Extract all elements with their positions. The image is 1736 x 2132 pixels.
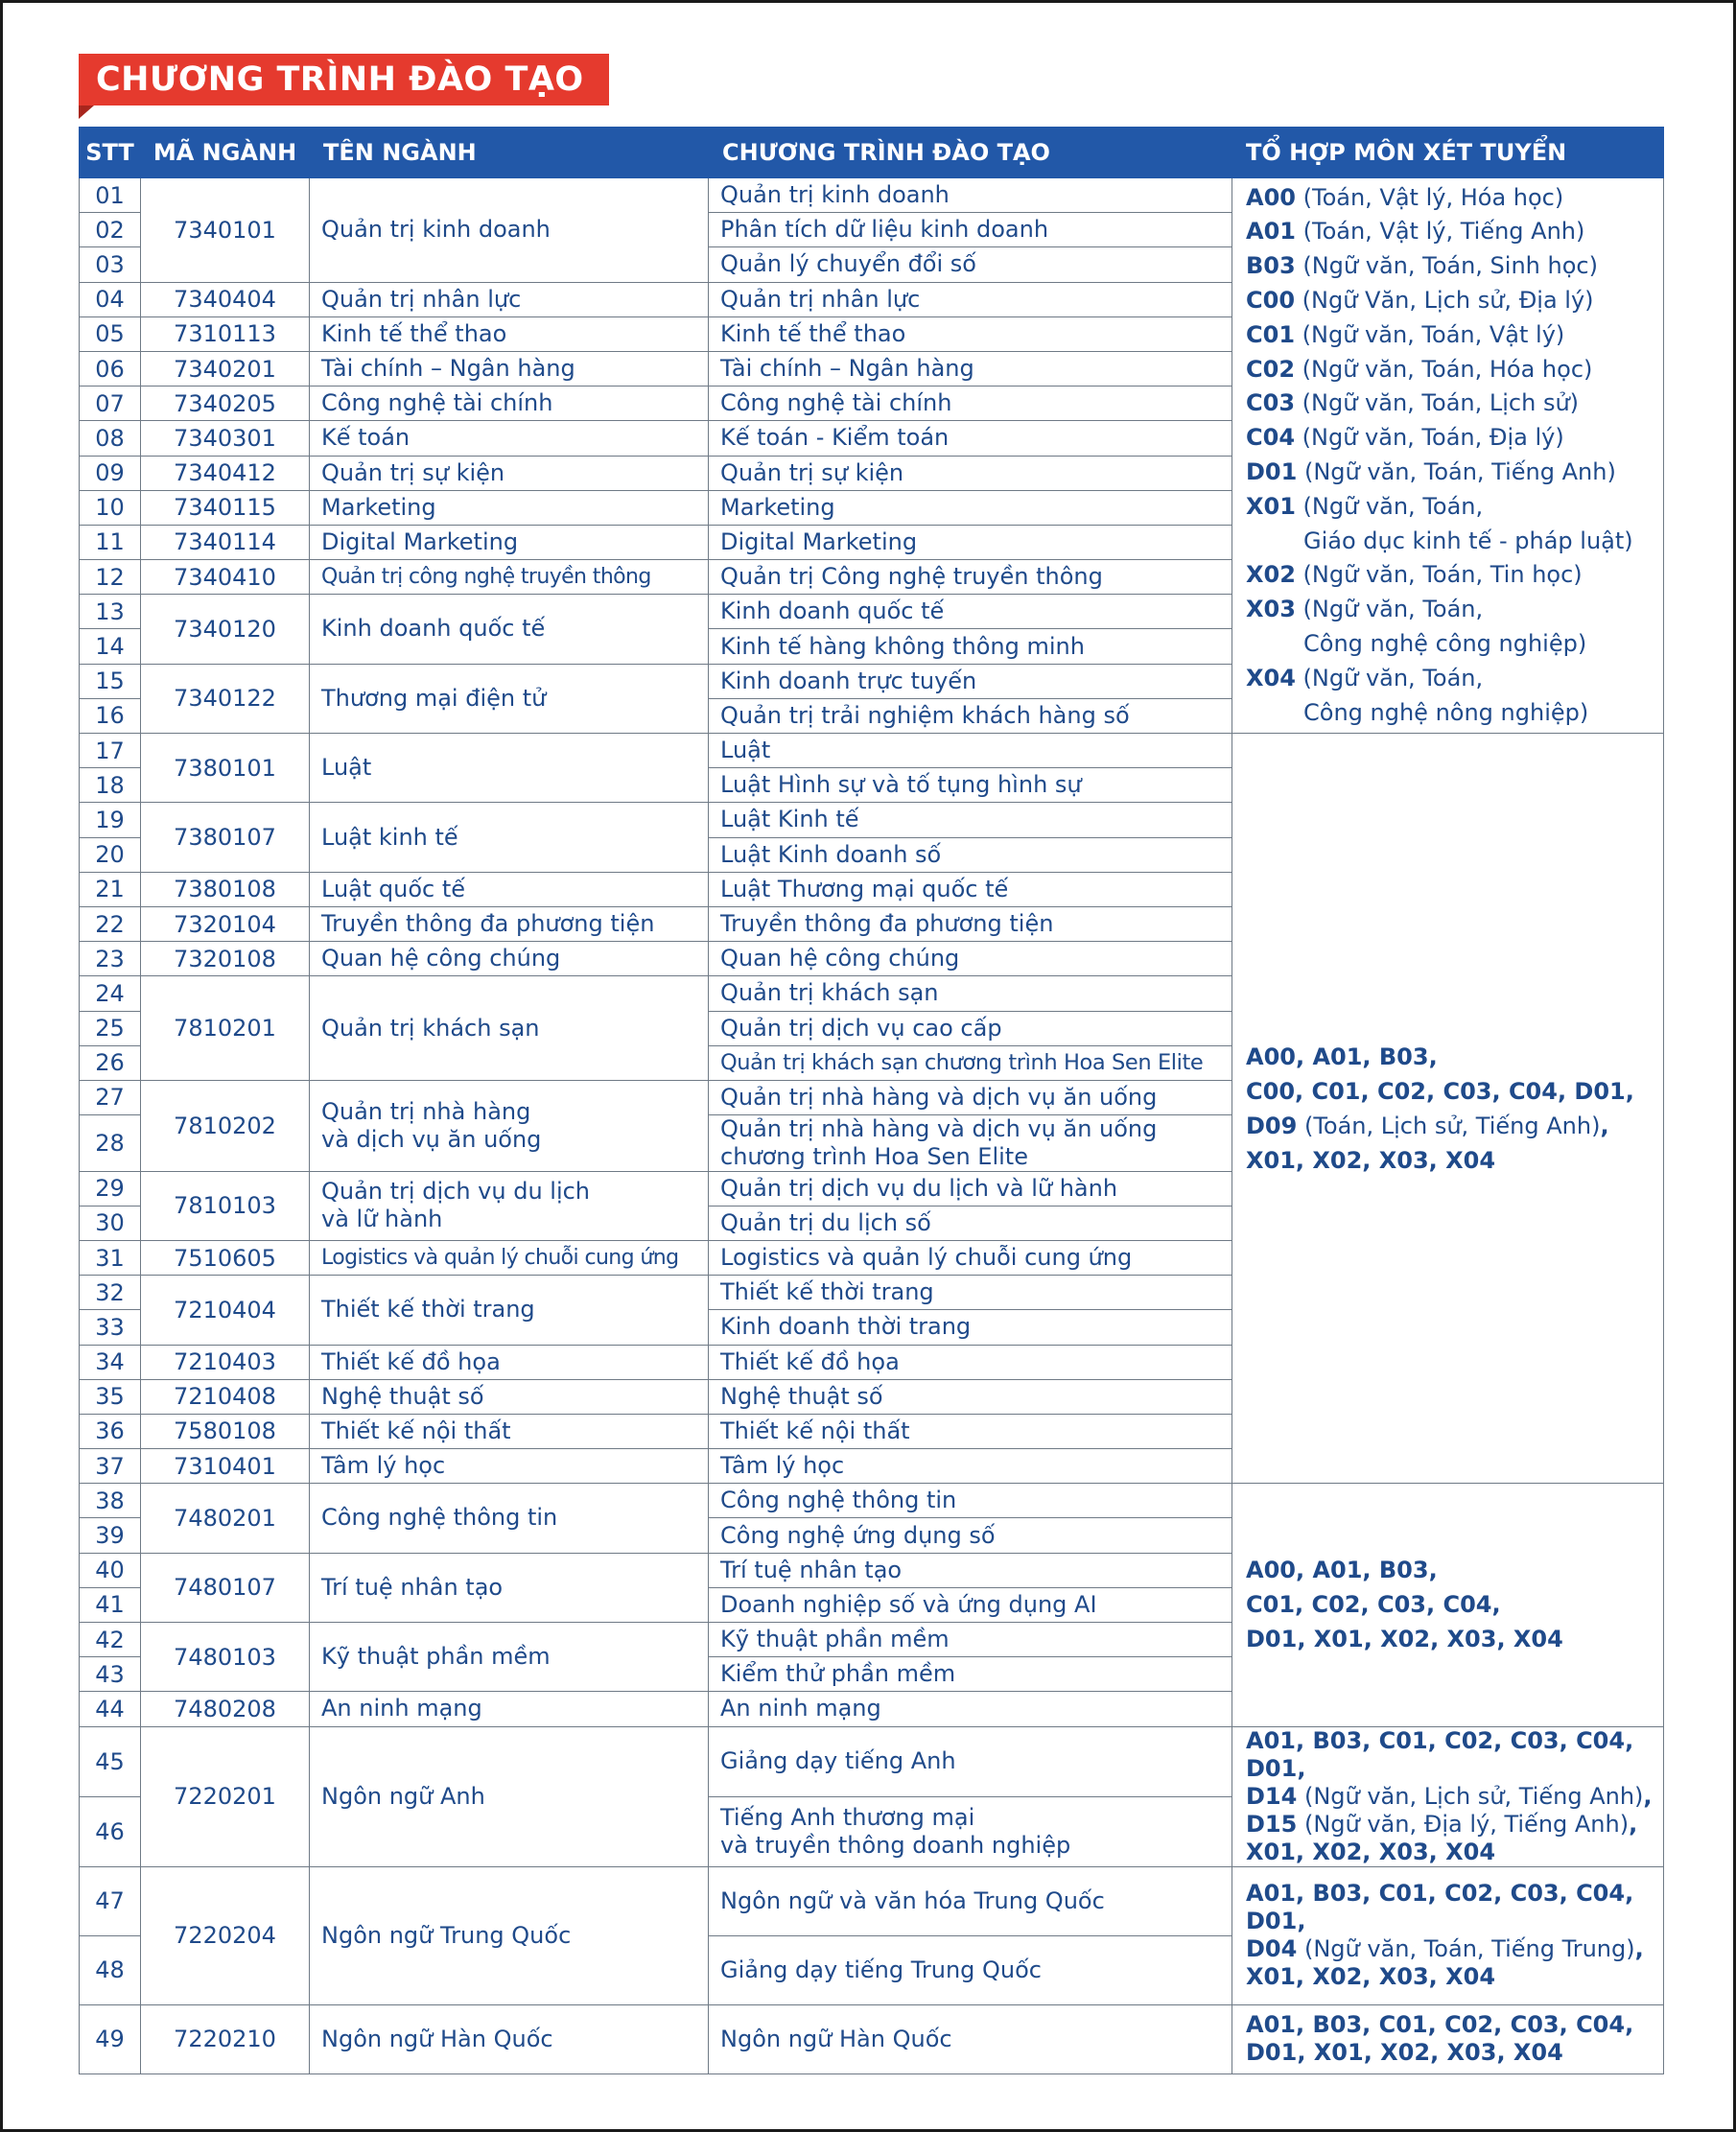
major-code: 7340301	[141, 421, 310, 456]
subject-desc: (Ngữ văn, Địa lý, Tiếng Anh)	[1297, 1810, 1630, 1838]
major-code: 7340201	[141, 351, 310, 386]
stt-cell: 19	[80, 803, 141, 837]
major-name: Quản trị sự kiện	[310, 456, 709, 490]
table-row	[80, 1484, 1664, 1518]
subject-sep: ,	[1600, 1112, 1609, 1139]
major-code: 7480103	[141, 1623, 310, 1692]
major-name: Kinh tế thể thao	[310, 316, 709, 351]
program-name: Marketing	[709, 490, 1232, 525]
program-name: Quản trị nhà hàng và dịch vụ ăn uống	[709, 1080, 1232, 1114]
subject-code: C04	[1246, 424, 1296, 452]
subject-sep: ,	[1629, 1810, 1638, 1838]
program-name: Quản trị khách sạn	[709, 976, 1232, 1011]
major-code: 7220210	[141, 2004, 310, 2073]
subject-desc: (Ngữ văn, Toán, Lịch sử)	[1302, 389, 1580, 417]
subject-line: A01, B03, C01, C02, C03, C04, D01,	[1246, 1726, 1634, 1782]
stt-cell: 04	[80, 282, 141, 316]
subject-desc: (Ngữ văn, Toán, Tiếng Trung)	[1297, 1935, 1635, 1963]
stt-cell: 03	[80, 247, 141, 282]
program-name: Kinh doanh thời trang	[709, 1310, 1232, 1345]
major-name: Ngôn ngữ Hàn Quốc	[310, 2004, 709, 2073]
subject-group-line	[1246, 490, 1655, 525]
major-name: Nghệ thuật số	[310, 1379, 709, 1414]
subject-group-line	[1246, 249, 1655, 284]
major-code: 7380108	[141, 872, 310, 906]
program-name: Quản trị nhân lực	[709, 282, 1232, 316]
program-name: Kinh tế thể thao	[709, 316, 1232, 351]
subject-desc: (Ngữ Văn, Lịch sử, Địa lý)	[1302, 287, 1594, 315]
program-name: Công nghệ tài chính	[709, 387, 1232, 421]
stt-cell: 41	[80, 1587, 141, 1622]
subject-line: A01, B03, C01, C02, C03, C04,	[1246, 2011, 1634, 2039]
subject-desc: (Ngữ văn, Toán, Vật lý)	[1302, 320, 1565, 348]
major-code: 7210408	[141, 1379, 310, 1414]
subject-desc: (Ngữ văn, Toán, Hóa học)	[1302, 355, 1593, 383]
major-name: Quản trị công nghệ truyền thông	[310, 560, 709, 595]
stt-cell: 46	[80, 1796, 141, 1866]
stt-cell: 39	[80, 1518, 141, 1553]
subject-code: D15	[1246, 1810, 1298, 1838]
major-code: 7310401	[141, 1449, 310, 1484]
stt-cell: 13	[80, 595, 141, 629]
stt-cell: 11	[80, 525, 141, 559]
subject-desc: (Ngữ văn, Toán, Địa lý)	[1302, 424, 1564, 452]
subject-code: X03	[1246, 596, 1296, 623]
program-name: Kỹ thuật phần mềm	[709, 1623, 1232, 1657]
stt-cell: 36	[80, 1414, 141, 1448]
major-code: 7220204	[141, 1866, 310, 2004]
subject-desc: (Toán, Vật lý, Hóa học)	[1302, 183, 1564, 211]
major-code: 7340120	[141, 595, 310, 664]
program-name: Quản trị khách sạn chương trình Hoa Sen Elite	[709, 1045, 1232, 1080]
stt-cell: 30	[80, 1206, 141, 1240]
major-name: Công nghệ tài chính	[310, 387, 709, 421]
page-title: CHƯƠNG TRÌNH ĐÀO TẠO	[79, 54, 609, 105]
major-code: 7580108	[141, 1414, 310, 1448]
subject-desc: (Toán, Vật lý, Tiếng Anh)	[1302, 218, 1585, 246]
program-name-line: Tiếng Anh thương mại	[720, 1803, 975, 1831]
stt-cell: 31	[80, 1240, 141, 1275]
subject-line: A00, A01, B03,	[1246, 1043, 1438, 1070]
subject-groups-cell	[1232, 2004, 1664, 2073]
major-name: Kinh doanh quốc tế	[310, 595, 709, 664]
major-code: 7320108	[141, 942, 310, 976]
program-name: Quản trị kinh doanh	[709, 178, 1232, 213]
subject-code: D09	[1246, 1112, 1298, 1139]
subject-group-line	[1246, 558, 1655, 593]
subject-line: D01, X01, X02, X03, X04	[1246, 2039, 1563, 2067]
subject-desc: (Ngữ văn, Toán, Tiếng Anh)	[1303, 458, 1616, 485]
major-name: Trí tuệ nhân tạo	[310, 1553, 709, 1622]
subject-desc: (Ngữ văn, Toán,	[1302, 596, 1484, 623]
major-name: Logistics và quản lý chuỗi cung ứng	[310, 1240, 709, 1275]
program-name: Luật Thương mại quốc tế	[709, 872, 1232, 906]
subject-groups-cell	[1232, 1726, 1664, 1866]
program-name: Công nghệ ứng dụng số	[709, 1518, 1232, 1553]
major-code: 7220201	[141, 1726, 310, 1866]
subject-group-line	[1246, 318, 1655, 353]
subject-code: C01	[1246, 320, 1296, 348]
stt-cell: 32	[80, 1276, 141, 1310]
program-name: Kế toán - Kiểm toán	[709, 421, 1232, 456]
stt-cell: 05	[80, 316, 141, 351]
header-code: MÃ NGÀNH	[141, 128, 310, 178]
subject-line: D01, X01, X02, X03, X04	[1246, 1626, 1563, 1653]
program-name: Quản trị dịch vụ cao cấp	[709, 1011, 1232, 1045]
program-name: Quản trị dịch vụ du lịch và lữ hành	[709, 1171, 1232, 1206]
program-name: Quan hệ công chúng	[709, 942, 1232, 976]
major-code: 7340122	[141, 664, 310, 733]
subject-group-line	[1246, 284, 1655, 318]
stt-cell: 07	[80, 387, 141, 421]
stt-cell: 17	[80, 734, 141, 768]
subject-code: A00	[1246, 183, 1296, 211]
major-code: 7810103	[141, 1171, 310, 1240]
subject-groups-cell	[1232, 1866, 1664, 2004]
subject-group-line	[1246, 421, 1655, 456]
program-name: Giảng dạy tiếng Anh	[709, 1726, 1232, 1796]
header-major: TÊN NGÀNH	[310, 128, 709, 178]
program-name: Tài chính – Ngân hàng	[709, 351, 1232, 386]
major-name-line: và dịch vụ ăn uống	[321, 1125, 542, 1153]
major-name: Thiết kế nội thất	[310, 1414, 709, 1448]
program-name: Tâm lý học	[709, 1449, 1232, 1484]
stt-cell: 08	[80, 421, 141, 456]
major-name-line: Quản trị nhà hàng	[321, 1097, 531, 1125]
program-name: Công nghệ thông tin	[709, 1484, 1232, 1518]
stt-cell: 37	[80, 1449, 141, 1484]
stt-cell: 48	[80, 1935, 141, 2004]
stt-cell: 09	[80, 456, 141, 490]
stt-cell: 10	[80, 490, 141, 525]
table-header	[80, 128, 1664, 178]
subject-group-line	[1246, 662, 1655, 696]
subject-code: X02	[1246, 561, 1296, 589]
major-name: Ngôn ngữ Anh	[310, 1726, 709, 1866]
subject-sep: ,	[1643, 1782, 1653, 1810]
program-name: Quản trị Công nghệ truyền thông	[709, 560, 1232, 595]
major-name: Kỹ thuật phần mềm	[310, 1623, 709, 1692]
subject-desc: (Ngữ văn, Toán,	[1302, 664, 1484, 691]
table-row	[80, 734, 1664, 768]
major-name: Quản trị khách sạn	[310, 976, 709, 1081]
stt-cell: 23	[80, 942, 141, 976]
subject-code: D14	[1246, 1782, 1298, 1810]
subject-group-line	[1246, 215, 1655, 249]
stt-cell: 40	[80, 1553, 141, 1587]
major-name: Ngôn ngữ Trung Quốc	[310, 1866, 709, 2004]
program-name: Quản trị du lịch số	[709, 1206, 1232, 1240]
subject-code: B03	[1246, 252, 1296, 280]
program-name: Luật Hình sự và tố tụng hình sự	[709, 768, 1232, 803]
program-name	[709, 1114, 1232, 1171]
stt-cell: 24	[80, 976, 141, 1011]
header-program: CHƯƠNG TRÌNH ĐÀO TẠO	[709, 128, 1232, 178]
major-code: 7340410	[141, 560, 310, 595]
program-name: Quản lý chuyển đổi số	[709, 247, 1232, 282]
major-name: Luật quốc tế	[310, 872, 709, 906]
stt-cell: 45	[80, 1726, 141, 1796]
subject-groups-cell	[1232, 734, 1664, 1484]
major-code: 7510605	[141, 1240, 310, 1275]
subject-code: C02	[1246, 355, 1296, 383]
subject-code: D01	[1246, 458, 1298, 485]
major-name: Quan hệ công chúng	[310, 942, 709, 976]
subject-line: A00, A01, B03,	[1246, 1557, 1438, 1584]
major-name-line: Quản trị dịch vụ du lịch	[321, 1178, 591, 1206]
major-code: 7340114	[141, 525, 310, 559]
stt-cell: 38	[80, 1484, 141, 1518]
subject-desc: (Ngữ văn, Toán, Tin học)	[1302, 561, 1583, 589]
subject-line: A01, B03, C01, C02, C03, C04, D01,	[1246, 1880, 1634, 1935]
stt-cell: 42	[80, 1623, 141, 1657]
major-name: An ninh mạng	[310, 1692, 709, 1726]
stt-cell: 18	[80, 768, 141, 803]
subject-groups-cell	[1232, 178, 1664, 734]
subject-group-line	[1246, 181, 1655, 216]
stt-cell: 28	[80, 1114, 141, 1171]
table-row	[80, 2004, 1664, 2073]
subject-groups-cell	[1232, 1484, 1664, 1726]
stt-cell: 20	[80, 837, 141, 872]
subject-desc-cont: Giáo dục kinh tế - pháp luật)	[1303, 527, 1633, 554]
program-name: Truyền thông đa phương tiện	[709, 906, 1232, 941]
major-code: 7480107	[141, 1553, 310, 1622]
stt-cell: 12	[80, 560, 141, 595]
subject-desc: (Ngữ văn, Lịch sử, Tiếng Anh)	[1297, 1782, 1644, 1810]
subject-group-line	[1246, 593, 1655, 627]
major-code: 7810201	[141, 976, 310, 1081]
program-name: Kiểm thử phần mềm	[709, 1657, 1232, 1692]
program-name: Giảng dạy tiếng Trung Quốc	[709, 1935, 1232, 2004]
major-name: Tâm lý học	[310, 1449, 709, 1484]
major-name: Thiết kế đồ họa	[310, 1345, 709, 1379]
major-code: 7480201	[141, 1484, 310, 1553]
major-code: 7480208	[141, 1692, 310, 1726]
major-name	[310, 1080, 709, 1171]
program-name: Phân tích dữ liệu kinh doanh	[709, 213, 1232, 247]
major-name: Marketing	[310, 490, 709, 525]
subject-line: X01, X02, X03, X04	[1246, 1963, 1496, 1991]
stt-cell: 44	[80, 1692, 141, 1726]
program-table	[79, 127, 1664, 2074]
major-code: 7340412	[141, 456, 310, 490]
major-code: 7210403	[141, 1345, 310, 1379]
program-name: Luật Kinh doanh số	[709, 837, 1232, 872]
major-name	[310, 1171, 709, 1240]
stt-cell: 06	[80, 351, 141, 386]
stt-cell: 47	[80, 1866, 141, 1935]
major-name: Luật	[310, 734, 709, 803]
subject-line: C00, C01, C02, C03, C04, D01,	[1246, 1077, 1634, 1105]
stt-cell: 22	[80, 906, 141, 941]
subject-code: X01	[1246, 492, 1296, 520]
stt-cell: 01	[80, 178, 141, 213]
program-name: Logistics và quản lý chuỗi cung ứng	[709, 1240, 1232, 1275]
stt-cell: 34	[80, 1345, 141, 1379]
header-subjects: TỔ HỢP MÔN XÉT TUYỂN	[1232, 128, 1664, 178]
major-code: 7340205	[141, 387, 310, 421]
major-name: Quản trị nhân lực	[310, 282, 709, 316]
subject-desc-cont: Công nghệ công nghiệp)	[1303, 629, 1587, 657]
major-name: Quản trị kinh doanh	[310, 178, 709, 283]
header-stt: STT	[80, 128, 141, 178]
major-code: 7320104	[141, 906, 310, 941]
subject-sep: ,	[1634, 1935, 1644, 1963]
major-code: 7340101	[141, 178, 310, 283]
subject-desc: (Toán, Lịch sử, Tiếng Anh)	[1297, 1112, 1601, 1139]
major-code: 7810202	[141, 1080, 310, 1171]
program-name-line: chương trình Hoa Sen Elite	[720, 1142, 1028, 1170]
stt-cell: 14	[80, 629, 141, 664]
subject-code: X04	[1246, 664, 1296, 691]
major-code: 7340404	[141, 282, 310, 316]
major-name: Công nghệ thông tin	[310, 1484, 709, 1553]
major-name-line: và lữ hành	[321, 1206, 443, 1233]
subject-desc: (Ngữ văn, Toán, Sinh học)	[1302, 252, 1598, 280]
subject-desc-cont: Công nghệ nông nghiệp)	[1303, 698, 1589, 726]
program-name: Ngôn ngữ Hàn Quốc	[709, 2004, 1232, 2073]
program-name: Quản trị sự kiện	[709, 456, 1232, 490]
stt-cell: 29	[80, 1171, 141, 1206]
program-name: An ninh mạng	[709, 1692, 1232, 1726]
subject-group-line	[1246, 353, 1655, 387]
major-name: Kế toán	[310, 421, 709, 456]
stt-cell: 43	[80, 1657, 141, 1692]
major-code: 7210404	[141, 1276, 310, 1345]
subject-group-line	[1246, 387, 1655, 421]
program-name: Kinh doanh trực tuyến	[709, 664, 1232, 698]
program-name: Quản trị trải nghiệm khách hàng số	[709, 698, 1232, 733]
program-name: Nghệ thuật số	[709, 1379, 1232, 1414]
subject-code: C03	[1246, 389, 1296, 417]
program-name-line: và truyền thông doanh nghiệp	[720, 1831, 1071, 1859]
stt-cell: 49	[80, 2004, 141, 2073]
table-row	[80, 1866, 1664, 1935]
major-code: 7310113	[141, 316, 310, 351]
subject-desc: (Ngữ văn, Toán,	[1302, 492, 1484, 520]
major-code: 7340115	[141, 490, 310, 525]
subject-line: C01, C02, C03, C04,	[1246, 1591, 1501, 1619]
program-name: Thiết kế thời trang	[709, 1276, 1232, 1310]
subject-code: D04	[1246, 1935, 1298, 1963]
major-name: Thương mại điện tử	[310, 664, 709, 733]
program-name-line: Quản trị nhà hàng và dịch vụ ăn uống	[720, 1114, 1158, 1142]
stt-cell: 16	[80, 698, 141, 733]
subject-code: C00	[1246, 287, 1296, 315]
major-name: Truyền thông đa phương tiện	[310, 906, 709, 941]
stt-cell: 33	[80, 1310, 141, 1345]
program-name: Digital Marketing	[709, 525, 1232, 559]
table-row	[80, 1726, 1664, 1796]
subject-line: X01, X02, X03, X04	[1246, 1838, 1496, 1865]
table-row	[80, 178, 1664, 213]
major-name: Digital Marketing	[310, 525, 709, 559]
program-name: Thiết kế nội thất	[709, 1414, 1232, 1448]
program-name: Luật Kinh tế	[709, 803, 1232, 837]
program-name: Thiết kế đồ họa	[709, 1345, 1232, 1379]
program-name: Kinh tế hàng không thông minh	[709, 629, 1232, 664]
subject-line: X01, X02, X03, X04	[1246, 1146, 1496, 1174]
program-name: Kinh doanh quốc tế	[709, 595, 1232, 629]
stt-cell: 27	[80, 1080, 141, 1114]
major-name: Tài chính – Ngân hàng	[310, 351, 709, 386]
program-name: Doanh nghiệp số và ứng dụng AI	[709, 1587, 1232, 1622]
program-name: Luật	[709, 734, 1232, 768]
stt-cell: 02	[80, 213, 141, 247]
stt-cell: 35	[80, 1379, 141, 1414]
major-name: Luật kinh tế	[310, 803, 709, 872]
program-name	[709, 1796, 1232, 1866]
stt-cell: 15	[80, 664, 141, 698]
major-code: 7380107	[141, 803, 310, 872]
major-code: 7380101	[141, 734, 310, 803]
stt-cell: 21	[80, 872, 141, 906]
subject-code: A01	[1246, 218, 1296, 246]
program-name: Ngôn ngữ và văn hóa Trung Quốc	[709, 1866, 1232, 1935]
stt-cell: 26	[80, 1045, 141, 1080]
stt-cell: 25	[80, 1011, 141, 1045]
program-name: Trí tuệ nhân tạo	[709, 1553, 1232, 1587]
major-name: Thiết kế thời trang	[310, 1276, 709, 1345]
subject-group-line	[1246, 456, 1655, 490]
